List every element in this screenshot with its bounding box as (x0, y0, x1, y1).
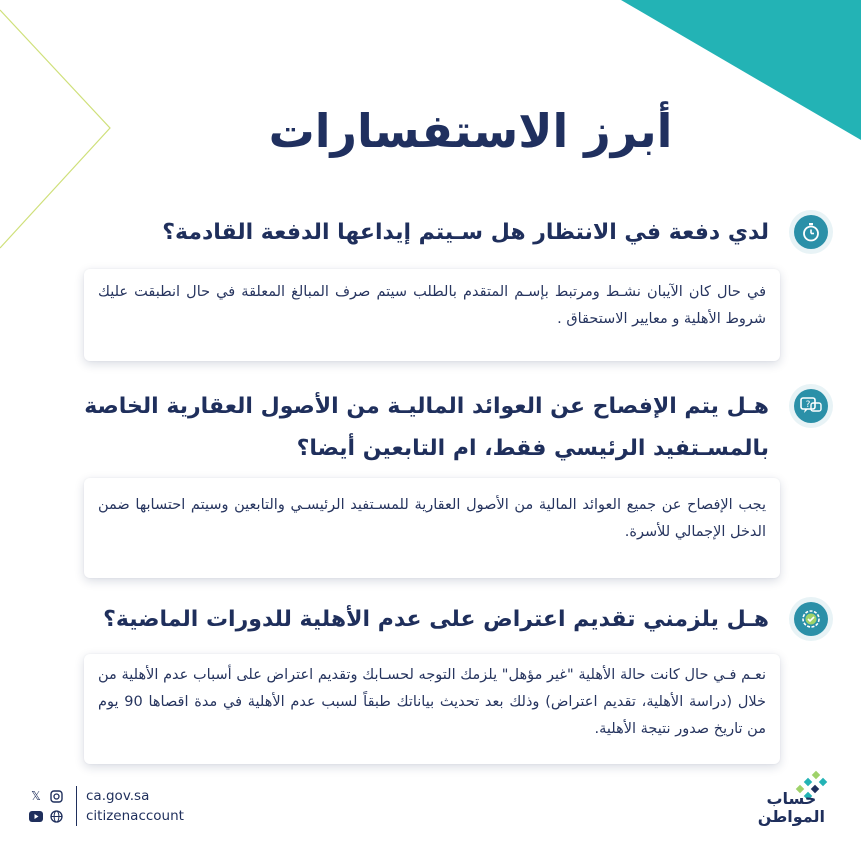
faq-question-2-line1: هـل يتم الإفصاح عن العوائد الماليـة من الأصول العقارية الخاصة (84, 394, 769, 419)
footer-divider (76, 786, 77, 826)
faq-answer-1 (84, 269, 780, 361)
website-link[interactable]: ca.gov.sa (86, 788, 150, 804)
globe-icon[interactable] (48, 808, 64, 824)
x-icon[interactable]: 𝕏 (31, 789, 41, 803)
faq-question-2 (49, 386, 769, 470)
footer-links (86, 786, 184, 826)
social-handle[interactable]: citizenaccount (86, 808, 184, 824)
youtube-icon[interactable] (28, 808, 44, 824)
social-icons (28, 788, 68, 828)
faq-answer-3-text: نعـم فـي حال كانت حالة الأهلية "غير مؤهل" يلزمك التوجه لحسـابك وتقديم اعتراض على أسباب عدم الأهلية من خلال (دراسة الأهلية، تقديم اعتراض) وذلك بعد تحديث بياناتك طبقاً لسبب عدم الأهلية في مدة اقصاها 90 يوم من تاريخ صدور نتيجة الأهلية. (98, 667, 766, 737)
faq-answer-2 (84, 478, 780, 578)
faq-answer-1-text: في حال كان الآيبان نشـط ومرتبط بإسـم المتقدم بالطلب سيتم صرف المبالغ المعلقة في حال انطبقت عليك شروط الأهلية و معايير الاستحقاق . (98, 284, 766, 327)
faq-question-2-line2: بالمسـتفيد الرئيسي فقط، ام التابعين أيضا؟ (296, 436, 769, 461)
faq-answer-3 (84, 654, 780, 764)
faq-question-1: لدي دفعة في الانتظار هل سـيتم إيداعها الدفعة القادمة؟ (162, 220, 769, 245)
badge-check-icon (789, 597, 833, 641)
svg-text:?: ? (805, 400, 811, 410)
logo-line-1: حساب (766, 789, 817, 808)
logo-text (758, 790, 825, 826)
page-title: أبرز الاستفسارات (268, 104, 673, 158)
faq-answer-2-text: يجب الإفصاح عن جميع العوائد المالية من الأصول العقارية للمسـتفيد الرئيسـي والتابعين وسيتم احتسابها ضمن الدخل الإجمالي للأسرة. (98, 497, 766, 540)
stopwatch-icon (789, 210, 833, 254)
chat-question-icon (789, 384, 833, 428)
faq-question-3: هـل يلزمني تقديم اعتراض على عدم الأهلية للدورات الماضية؟ (103, 607, 769, 632)
logo-line-2: المواطن (757, 807, 825, 826)
instagram-icon[interactable] (48, 788, 64, 804)
